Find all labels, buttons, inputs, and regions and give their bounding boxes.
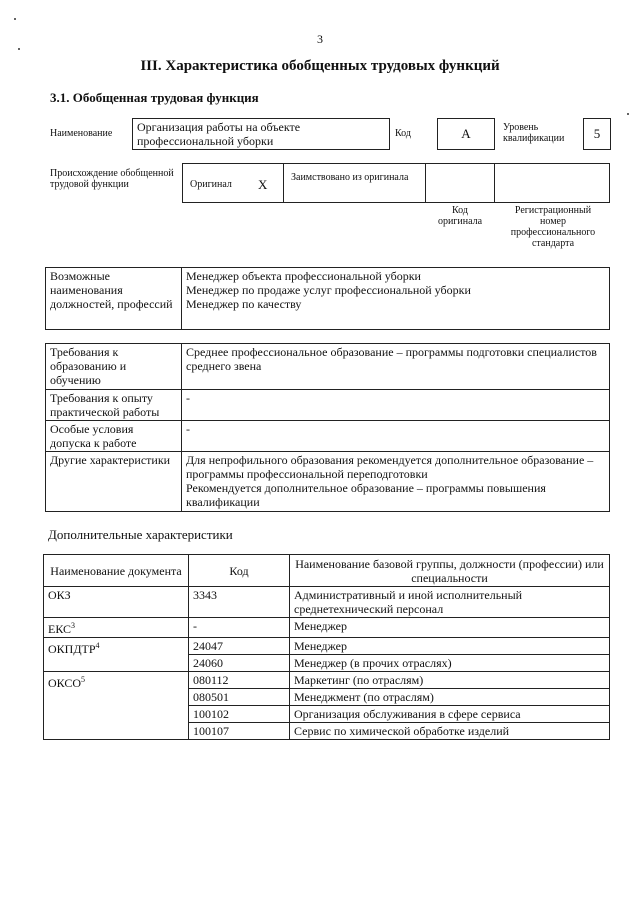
- req-value: -: [182, 421, 610, 452]
- req-value-line: Для непрофильного образования рекомендуется дополнительное образование – программы профессиональной переподготовки: [186, 453, 594, 481]
- footnote-mark: 5: [81, 675, 86, 684]
- name-cell: Менеджер: [290, 638, 610, 655]
- section-title: III. Характеристика обобщенных трудовых функций: [140, 58, 500, 74]
- scan-speck: [627, 113, 629, 115]
- code-value: A: [461, 126, 471, 141]
- doc-name: ОКЗ: [48, 588, 71, 602]
- doc-cell: [44, 618, 189, 638]
- doc-name: ОКСО: [48, 676, 82, 690]
- code-cell: 3343: [189, 587, 290, 618]
- name-cell: Организация обслуживания в сфере сервиса: [290, 706, 610, 723]
- req-value: Среднее профессиональное образование – программы подготовки специалистов среднего звена: [182, 344, 610, 390]
- name-cell: Маркетинг (по отраслям): [290, 672, 610, 689]
- additional-table: [43, 554, 610, 740]
- table-row: [44, 672, 610, 689]
- origin-divider: [425, 163, 426, 203]
- level-label: Уровень квалификации: [503, 122, 565, 144]
- name-label: Наименование: [50, 128, 113, 139]
- requirements-table: [45, 343, 610, 512]
- req-label: Особые условия допуска к работе: [46, 421, 182, 452]
- borrowed-label: Заимствовано из оригинала: [291, 172, 409, 183]
- req-label: Другие характеристики: [46, 452, 182, 512]
- doc-name: ЕКС: [48, 622, 72, 636]
- origin-divider: [494, 163, 495, 203]
- code-cell: 24060: [189, 655, 290, 672]
- code-cell: 24047: [189, 638, 290, 655]
- scan-speck: [18, 48, 20, 50]
- table-row: [44, 587, 610, 618]
- name-cell: Административный и иной исполнительный среднетехнический персонал: [290, 587, 610, 618]
- additional-title: Дополнительные характеристики: [48, 527, 233, 542]
- table-row: [44, 618, 610, 638]
- code-cell: 100102: [189, 706, 290, 723]
- level-value-box: [583, 118, 611, 150]
- code-value-box: [437, 118, 495, 150]
- origin-label: Происхождение обобщенной трудовой функции: [50, 168, 174, 190]
- footnote-mark: 4: [95, 641, 100, 650]
- origin-box: [182, 163, 610, 203]
- code-cell: -: [189, 618, 290, 638]
- footnote-mark: 3: [71, 621, 76, 630]
- req-label: Требования к опыту практической работы: [46, 390, 182, 421]
- name-cell: Менеджмент (по отраслям): [290, 689, 610, 706]
- doc-cell: [44, 587, 189, 618]
- code-cell: 100107: [189, 723, 290, 740]
- position-item: Менеджер по качеству: [186, 297, 302, 311]
- req-value-line: Рекомендуется дополнительное образование – программы повышения квалификации: [186, 481, 546, 509]
- code-label: Код: [395, 128, 411, 139]
- req-value: [182, 452, 610, 512]
- code-cell: 080501: [189, 689, 290, 706]
- name-cell: Менеджер (в прочих отраслях): [290, 655, 610, 672]
- name-cell: Сервис по химической обработке изделий: [290, 723, 610, 740]
- level-value: 5: [593, 126, 601, 141]
- positions-table: [45, 267, 610, 330]
- original-label: Оригинал: [190, 179, 232, 190]
- table-row: [44, 638, 610, 655]
- header-code: Код: [189, 555, 290, 587]
- header-doc: Наименование документа: [44, 555, 189, 587]
- code-cell: 080112: [189, 672, 290, 689]
- subsection-title: 3.1. Обобщенная трудовая функция: [50, 90, 259, 105]
- name-value-box: [132, 118, 390, 150]
- page-number: 3: [317, 32, 323, 46]
- header-name: Наименование базовой группы, должности (профессии) или специальности: [290, 555, 610, 587]
- original-mark: X: [258, 177, 268, 192]
- positions-label: Возможные наименования должностей, профессий: [46, 268, 182, 330]
- req-value: -: [182, 390, 610, 421]
- code-original-label: Код оригинала: [437, 205, 483, 227]
- positions-list: [182, 268, 610, 330]
- name-value: Организация работы на объекте профессиональной уборки: [137, 120, 301, 148]
- position-item: Менеджер по продаже услуг профессиональной уборки: [186, 283, 471, 297]
- req-label: Требования к образованию и обучению: [46, 344, 182, 390]
- reg-number-label: Регистрационный номер профессионального стандарта: [510, 205, 596, 249]
- doc-name: ОКПДТР: [48, 642, 96, 656]
- doc-cell: [44, 672, 189, 740]
- scan-speck: [14, 18, 16, 20]
- position-item: Менеджер объекта профессиональной уборки: [186, 269, 421, 283]
- doc-cell: [44, 638, 189, 672]
- origin-divider: [283, 163, 284, 203]
- name-cell: Менеджер: [290, 618, 610, 638]
